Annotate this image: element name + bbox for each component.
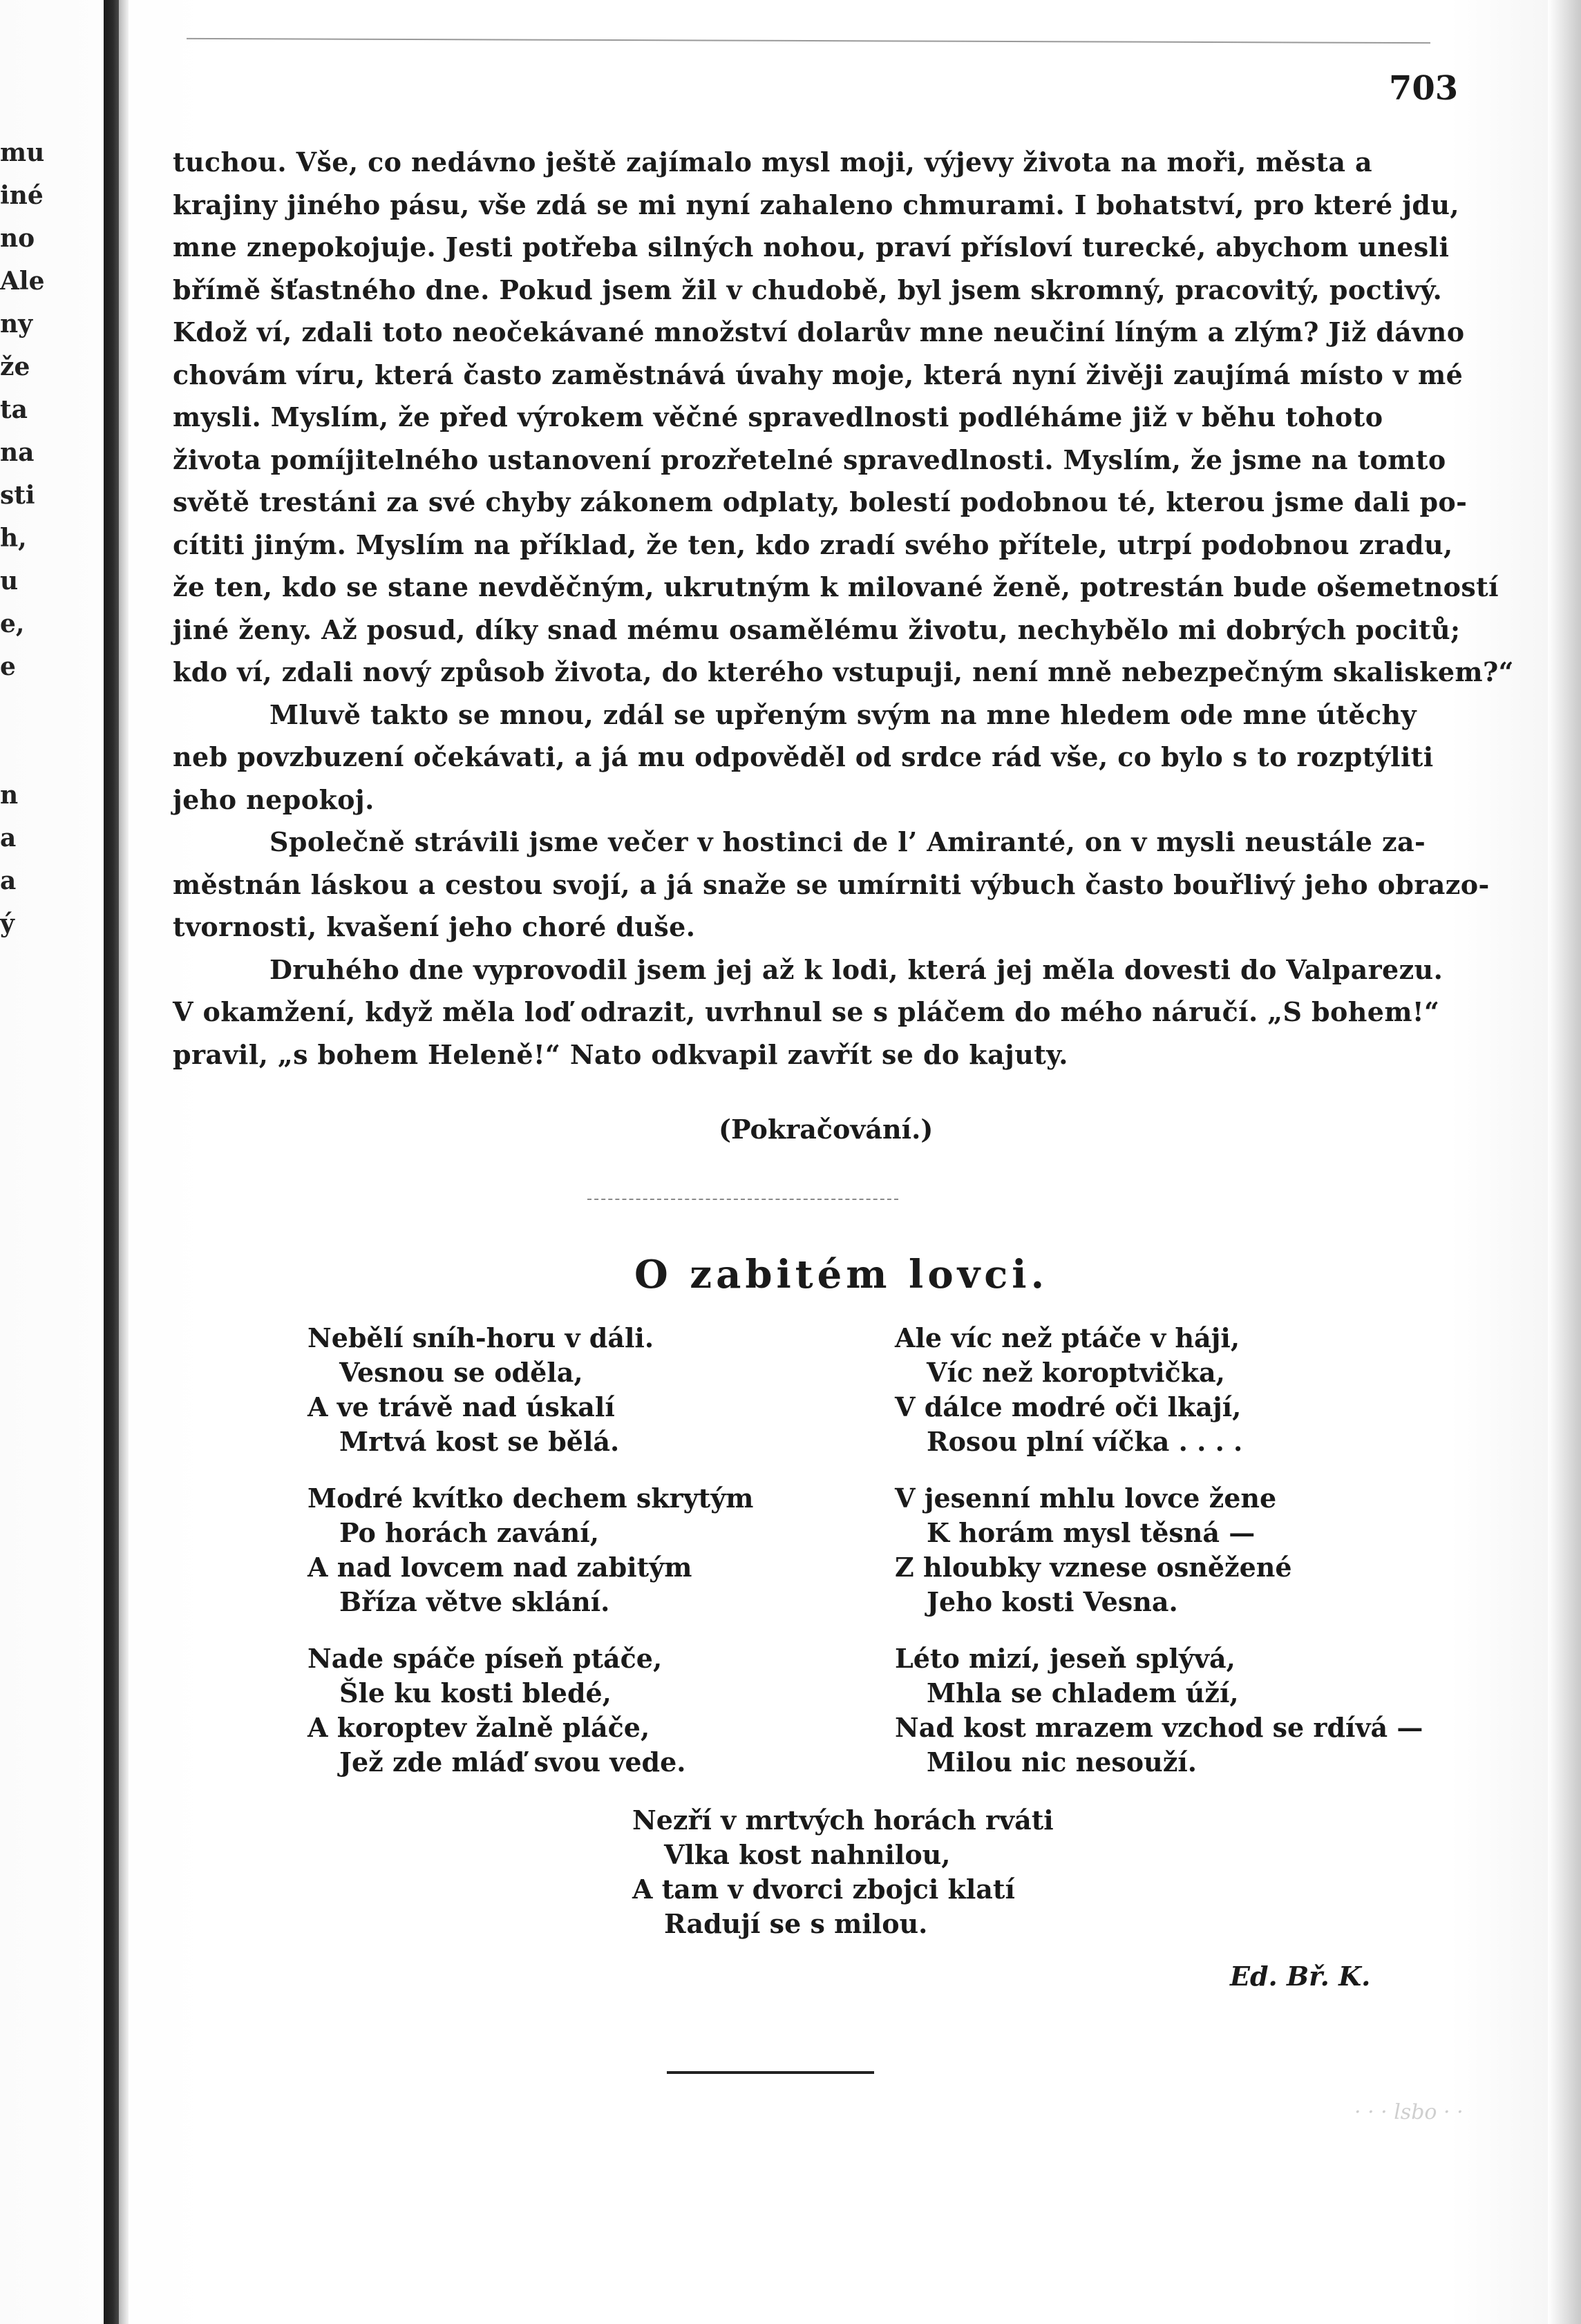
verse-line: Nad kost mrazem vzchod se rdívá — bbox=[895, 1712, 1423, 1743]
fragment-line: a bbox=[0, 866, 17, 895]
verse-line: A koroptev žalně pláče, bbox=[307, 1712, 650, 1743]
fragment-line: no bbox=[0, 224, 35, 253]
prose-line: V okamžení, když měla loď odrazit, uvrhnul se s pláčem do mého náručí. „S bohem!“ bbox=[173, 996, 1440, 1027]
fragment-line: mu bbox=[0, 138, 45, 167]
prose-line: neb povzbuzení očekávati, a já mu odpověděl od srdce rád vše, co bylo s to rozptýliti bbox=[173, 741, 1434, 772]
prose-line: městnán láskou a cestou svojí, a já snaže se umírniti výbuch často bouřlivý jeho obrazo- bbox=[173, 868, 1490, 900]
poem-stanza bbox=[307, 1322, 654, 1460]
verse-line: Bříza větve sklání. bbox=[339, 1586, 610, 1617]
prose-line: chovám víru, která často zaměstnává úvahy moje, která nyní živěji zaujímá místo v mé bbox=[173, 359, 1464, 390]
prose-line: jeho nepokoj. bbox=[173, 783, 375, 815]
fragment-line: n bbox=[0, 781, 19, 810]
poem-stanza bbox=[632, 1804, 1054, 1943]
book-gutter-highlight bbox=[119, 0, 129, 2324]
fragment-line bbox=[0, 738, 30, 781]
prose-line: že ten, kdo se stane nevděčným, ukrutným k milované ženě, potrestán bude ošemetností bbox=[173, 571, 1499, 602]
prose-line: tvornosti, kvašení jeho choré duše. bbox=[173, 911, 696, 942]
verse-line: Po horách zavání, bbox=[339, 1517, 599, 1548]
prose-line: cítiti jiným. Myslím na příklad, že ten, kdo zradí svého přítele, utrpí podobnou zradu, bbox=[173, 528, 1453, 560]
poem-stanza bbox=[895, 1483, 1292, 1621]
prose-line: krajiny jiného pásu, vše zdá se mi nyní zahaleno chmurami. I bohatství, pro které jdu, bbox=[173, 189, 1459, 220]
verse-line: Nezří v mrtvých horách rváti bbox=[632, 1804, 1054, 1836]
fragment-line: ý bbox=[0, 909, 15, 938]
poem-stanza bbox=[307, 1643, 686, 1781]
fragment-line: že bbox=[0, 352, 30, 381]
verse-line: Z hloubky vznese osněžené bbox=[895, 1552, 1292, 1583]
fragment-line: e, bbox=[0, 609, 25, 638]
prose-line: života pomíjitelného ustanovení prozřetelné spravedlnosti. Myslím, že jsme na tomto bbox=[173, 444, 1446, 475]
verse-line: Léto mizí, jeseň splývá, bbox=[895, 1643, 1236, 1674]
poem-title: O zabitém lovci. bbox=[634, 1252, 1049, 1297]
poem-stanza bbox=[307, 1483, 754, 1621]
verse-line: Mrtvá kost se bělá. bbox=[339, 1426, 620, 1457]
fragment-line: u bbox=[0, 566, 19, 596]
facing-page-fragment bbox=[0, 138, 45, 952]
verse-line: A nad lovcem nad zabitým bbox=[307, 1552, 692, 1583]
prose-line: mysli. Myslím, že před výrokem věčné spravedlnosti podléháme již v běhu tohoto bbox=[173, 401, 1383, 432]
verse-line: Nebělí sníh-horu v dáli. bbox=[307, 1322, 654, 1353]
verse-line: K horám mysl těsná — bbox=[927, 1517, 1256, 1548]
author-signature: Ed. Bř. K. bbox=[1230, 1961, 1371, 1992]
continuation-note: (Pokračování.) bbox=[719, 1114, 934, 1145]
verse-line: Vlka kost nahnilou, bbox=[664, 1839, 951, 1870]
prose-line: světě trestáni za své chyby zákonem odplaty, bolestí podobnou té, kterou jsme dali po- bbox=[173, 486, 1468, 517]
verse-line: V jesenní mhlu lovce žene bbox=[895, 1483, 1277, 1514]
verse-line: Ale víc než ptáče v háji, bbox=[895, 1322, 1240, 1353]
verse-line: Víc než koroptvička, bbox=[927, 1357, 1225, 1388]
fragment-line: Ale bbox=[0, 267, 45, 296]
poem-stanza bbox=[895, 1643, 1423, 1781]
fragment-line: ta bbox=[0, 395, 28, 424]
verse-line: A ve trávě nad úskalí bbox=[307, 1391, 615, 1422]
prose-line: kdo ví, zdali nový způsob života, do kterého vstupuji, není mně nebezpečným skaliskem?“ bbox=[173, 656, 1514, 687]
prose-block bbox=[173, 146, 1514, 1081]
prose-line: Mluvě takto se mnou, zdál se upřeným svým na mne hledem ode mne útěchy bbox=[269, 698, 1417, 730]
fragment-line: iné bbox=[0, 181, 44, 210]
prose-line: jiné ženy. Až posud, díky snad mému osamělému životu, nechybělo mi dobrých pocitů; bbox=[173, 613, 1461, 645]
page-edge-shadow bbox=[1548, 0, 1581, 2324]
prose-line: mne znepokojuje. Jesti potřeba silných nohou, praví přísloví turecké, abychom unesli bbox=[173, 231, 1450, 263]
verse-line: Mhla se chladem úží, bbox=[927, 1677, 1239, 1708]
section-divider bbox=[587, 1199, 898, 1200]
bleed-through-text: · · · lsbo · · bbox=[1354, 2100, 1464, 2124]
poem-stanza bbox=[895, 1322, 1242, 1460]
verse-line: A tam v dvorci zbojci klatí bbox=[632, 1874, 1015, 1905]
verse-line: V dálce modré oči lkají, bbox=[895, 1391, 1242, 1422]
verse-line: Radují se s milou. bbox=[664, 1908, 928, 1939]
verse-line: Vesnou se oděla, bbox=[339, 1357, 583, 1388]
prose-line: pravil, „s bohem Heleně!“ Nato odkvapil zavřít se do kajuty. bbox=[173, 1038, 1068, 1070]
fragment-line: na bbox=[0, 438, 35, 467]
verse-line: Rosou plní víčka . . . . bbox=[927, 1426, 1243, 1457]
verse-line: Modré kvítko dechem skrytým bbox=[307, 1483, 754, 1514]
book-gutter-shadow bbox=[104, 0, 119, 2324]
fragment-line: ny bbox=[0, 309, 33, 339]
fragment-line bbox=[0, 695, 30, 738]
prose-line: Druhého dne vyprovodil jsem jej až k lodi, která jej měla dovesti do Valparezu. bbox=[269, 953, 1443, 985]
verse-line: Šle ku kosti bledé, bbox=[339, 1677, 612, 1708]
prose-line: břímě šťastného dne. Pokud jsem žil v chudobě, byl jsem skromný, pracovitý, poctivý. bbox=[173, 274, 1443, 305]
fragment-line: a bbox=[0, 823, 17, 853]
end-rule bbox=[667, 2071, 874, 2074]
verse-line: Milou nic nesouží. bbox=[927, 1746, 1197, 1778]
prose-line: Kdož ví, zdali toto neočekávané množství dolarův mne neučiní líným a zlým? Již dávno bbox=[173, 316, 1465, 347]
fragment-line: sti bbox=[0, 481, 35, 510]
verse-line: Jeho kosti Vesna. bbox=[927, 1586, 1178, 1617]
fragment-line: e bbox=[0, 652, 16, 681]
fragment-line: h, bbox=[0, 524, 27, 553]
prose-line: tuchou. Vše, co nedávno ještě zajímalo mysl moji, výjevy života na moři, města a bbox=[173, 146, 1373, 178]
verse-line: Jež zde mláď svou vede. bbox=[339, 1746, 686, 1778]
prose-line: Společně strávili jsme večer v hostinci de l’ Amiranté, on v mysli neustále za- bbox=[269, 826, 1426, 857]
page-number: 703 bbox=[1389, 69, 1459, 108]
verse-line: Nade spáče píseň ptáče, bbox=[307, 1643, 663, 1674]
